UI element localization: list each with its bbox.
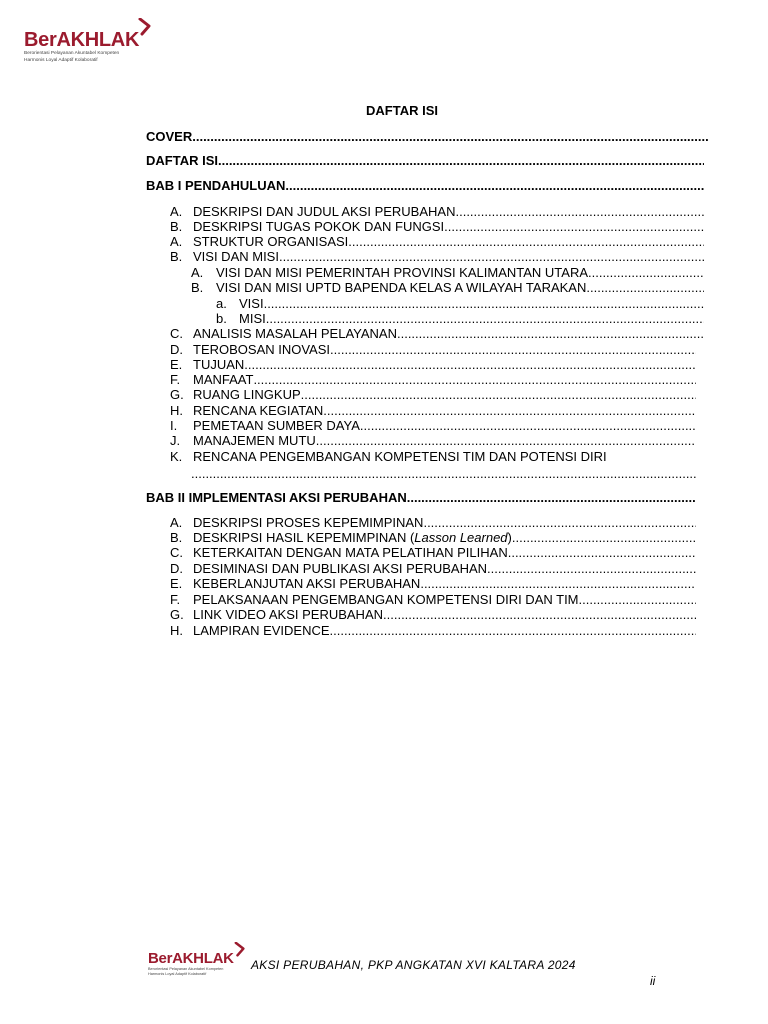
toc-entry-marker: A. bbox=[170, 515, 183, 530]
toc-entry bbox=[216, 296, 704, 312]
toc-entry-marker: B. bbox=[191, 280, 204, 295]
toc-entry-label-text: ANALISIS MASALAH PELAYANAN bbox=[193, 326, 397, 341]
toc-entry-label bbox=[193, 449, 607, 465]
toc-entry bbox=[216, 311, 704, 327]
toc-entry-marker: A. bbox=[170, 234, 183, 249]
toc-entry-marker: a. bbox=[216, 296, 227, 311]
toc-leader-dots bbox=[323, 403, 696, 419]
toc-entry-marker: I. bbox=[170, 418, 178, 433]
toc-leader-dots bbox=[279, 249, 704, 265]
logo-brand: BerAKHLAK bbox=[24, 29, 140, 51]
toc-entry-marker: H. bbox=[170, 623, 183, 638]
toc-entry bbox=[170, 623, 696, 639]
toc-entry bbox=[146, 178, 704, 194]
toc-entry-label bbox=[193, 219, 444, 235]
toc-entry-label bbox=[193, 607, 383, 623]
toc-entry-label-text: MANFAAT bbox=[193, 372, 254, 387]
toc-entry bbox=[170, 342, 696, 358]
toc-entry-label bbox=[193, 357, 244, 373]
footer-logo-tagline-line2: Harmonis Loyal Adaptif Kolaboratif bbox=[148, 972, 207, 977]
toc-entry bbox=[170, 576, 696, 592]
toc-leader-dots bbox=[420, 576, 696, 592]
page-title: DAFTAR ISI bbox=[366, 103, 438, 118]
toc-entry bbox=[170, 234, 704, 250]
toc-entry-label bbox=[193, 530, 512, 546]
toc-entry-label-text: BAB I PENDAHULUAN bbox=[146, 178, 286, 193]
toc-leader-dots bbox=[301, 387, 696, 403]
toc-leader-dots bbox=[330, 623, 696, 639]
toc-entry-label-text: DESKRIPSI TUGAS POKOK DAN FUNGSI bbox=[193, 219, 445, 234]
toc-entry-label-text: TUJUAN bbox=[193, 357, 245, 372]
toc-entry-label-text: DESIMINASI DAN PUBLIKASI AKSI PERUBAHAN bbox=[193, 561, 488, 576]
toc-leader-dots bbox=[285, 178, 704, 194]
toc-entry-label bbox=[146, 178, 285, 194]
toc-entry bbox=[170, 592, 696, 608]
toc-entry bbox=[170, 418, 696, 434]
toc-entry-marker: E. bbox=[170, 357, 183, 372]
toc-entry bbox=[170, 515, 696, 531]
toc-entry-label-text: BAB II IMPLEMENTASI AKSI PERUBAHAN bbox=[146, 490, 407, 505]
toc-leader-dots bbox=[444, 219, 704, 235]
toc-entry-label-text: DESKRIPSI DAN JUDUL AKSI PERUBAHAN bbox=[193, 204, 456, 219]
toc-entry bbox=[170, 387, 696, 403]
toc-entry bbox=[170, 219, 704, 235]
toc-entry-label-text: KEBERLANJUTAN AKSI PERUBAHAN bbox=[193, 576, 421, 591]
toc-leader-dots bbox=[253, 372, 696, 388]
toc-entry-label-text: VISI DAN MISI bbox=[193, 249, 279, 264]
toc-entry-label-after: ) bbox=[507, 530, 512, 545]
toc-leader-dots bbox=[218, 153, 704, 169]
toc-entry-label-text: RENCANA PENGEMBANGAN KOMPETENSI TIM DAN POTENSI DIRI bbox=[193, 449, 607, 464]
toc-entry-label bbox=[193, 403, 323, 419]
toc-entry bbox=[170, 561, 696, 577]
toc-entry-marker: B. bbox=[170, 249, 183, 264]
toc-entry bbox=[170, 607, 696, 623]
toc-entry-label-text: VISI DAN MISI UPTD BAPENDA KELAS A WILAYAH TARAKAN bbox=[216, 280, 587, 295]
toc-leader-dots bbox=[383, 607, 696, 623]
toc-entry-marker: F. bbox=[170, 592, 181, 607]
toc-entry bbox=[170, 530, 696, 546]
toc-leader-dots bbox=[330, 342, 696, 358]
toc-entry bbox=[170, 249, 704, 265]
toc-entry bbox=[146, 490, 696, 506]
toc-entry-label bbox=[193, 545, 508, 561]
toc-leader-dots bbox=[407, 490, 696, 506]
toc-entry bbox=[170, 403, 696, 419]
toc-entry-label bbox=[193, 418, 360, 434]
toc-entry bbox=[191, 466, 696, 482]
toc-entry-label-text: DESKRIPSI PROSES KEPEMIMPINAN bbox=[193, 515, 424, 530]
toc-entry-marker: D. bbox=[170, 342, 183, 357]
toc-entry bbox=[170, 357, 696, 373]
toc-entry-label bbox=[216, 280, 586, 296]
toc-entry-marker: D. bbox=[170, 561, 183, 576]
toc-entry-label-text: VISI DAN MISI PEMERINTAH PROVINSI KALIMANTAN UTARA bbox=[216, 265, 588, 280]
toc-entry-label bbox=[193, 372, 253, 388]
toc-entry-label bbox=[146, 490, 407, 506]
toc-entry bbox=[170, 204, 704, 220]
toc-leader-dots bbox=[264, 296, 704, 312]
toc-entry-label-text: MANAJEMEN MUTU bbox=[193, 433, 316, 448]
toc-leader-dots bbox=[191, 466, 696, 482]
toc-entry-label bbox=[239, 311, 266, 327]
toc-leader-dots bbox=[348, 234, 704, 250]
header-logo bbox=[24, 18, 139, 63]
toc-entry bbox=[191, 265, 704, 281]
page-number: ii bbox=[650, 974, 656, 988]
toc-entry-label-text: PELAKSANAAN PENGEMBANGAN KOMPETENSI DIRI DAN TIM bbox=[193, 592, 579, 607]
toc-entry-label bbox=[239, 296, 264, 312]
toc-entry-marker: C. bbox=[170, 545, 183, 560]
toc-entry-label-text: LAMPIRAN EVIDENCE bbox=[193, 623, 330, 638]
toc-entry-marker: G. bbox=[170, 607, 184, 622]
toc-entry bbox=[191, 280, 704, 296]
toc-entry-label bbox=[146, 129, 192, 145]
toc-entry-label-text: DESKRIPSI HASIL KEPEMIMPINAN ( bbox=[193, 530, 415, 545]
toc-entry-label bbox=[216, 265, 588, 281]
toc-entry-label bbox=[193, 576, 420, 592]
toc-entry-label bbox=[193, 561, 487, 577]
toc-leader-dots bbox=[512, 530, 696, 546]
toc-leader-dots bbox=[586, 280, 704, 296]
toc-leader-dots bbox=[397, 326, 704, 342]
toc-entry-label-text: LINK VIDEO AKSI PERUBAHAN bbox=[193, 607, 384, 622]
toc-entry-label bbox=[193, 342, 330, 358]
toc-entry-marker: B. bbox=[170, 219, 183, 234]
toc-entry bbox=[170, 326, 704, 342]
toc-entry-marker: J. bbox=[170, 433, 181, 448]
toc-entry-label-text: DAFTAR ISI bbox=[146, 153, 218, 168]
toc-entry-label bbox=[193, 387, 301, 403]
toc-entry-label bbox=[193, 249, 279, 265]
toc-entry-label bbox=[193, 234, 348, 250]
toc-entry-label-text: KETERKAITAN DENGAN MATA PELATIHAN PILIHAN bbox=[193, 545, 508, 560]
toc-entry-marker: E. bbox=[170, 576, 183, 591]
toc-leader-dots bbox=[244, 357, 696, 373]
toc-entry-marker: C. bbox=[170, 326, 183, 341]
toc-entry bbox=[170, 449, 696, 465]
toc-leader-dots bbox=[579, 592, 696, 608]
toc-entry-label bbox=[193, 623, 330, 639]
toc-entry bbox=[146, 153, 704, 169]
logo-tagline-line1: Berorientasi Pelayanan Akuntabel Kompeten bbox=[24, 51, 120, 56]
footer-logo bbox=[148, 942, 234, 977]
logo-tagline-line2: Harmonis Loyal Adaptif Kolaboratif bbox=[24, 57, 98, 63]
toc-leader-dots bbox=[588, 265, 704, 281]
toc-entry-marker: G. bbox=[170, 387, 184, 402]
toc-entry-label-text: RENCANA KEGIATAN bbox=[193, 403, 324, 418]
toc-entry-marker: A. bbox=[191, 265, 204, 280]
toc-entry-label-text: PEMETAAN SUMBER DAYA bbox=[193, 418, 360, 433]
toc-entry-label-text: RUANG LINGKUP bbox=[193, 387, 301, 402]
footer-logo-tagline-line1: Berorientasi Pelayanan Akuntabel Kompeten bbox=[148, 967, 224, 971]
toc-entry-marker: H. bbox=[170, 403, 183, 418]
toc-entry-label bbox=[193, 326, 397, 342]
toc-entry-label bbox=[193, 592, 579, 608]
toc-entry-marker: B. bbox=[170, 530, 183, 545]
toc-leader-dots bbox=[192, 129, 708, 145]
toc-entry-marker: F. bbox=[170, 372, 181, 387]
toc-entry-label-text: COVER bbox=[146, 129, 193, 144]
footer-text: AKSI PERUBAHAN, PKP ANGKATAN XVI KALTARA 2024 bbox=[251, 958, 576, 972]
toc-leader-dots bbox=[360, 418, 696, 434]
toc-entry-label bbox=[193, 515, 423, 531]
toc-entry-label-text: STRUKTUR ORGANISASI bbox=[193, 234, 349, 249]
footer-logo-brand: BerAKHLAK bbox=[148, 950, 234, 967]
toc-entry-marker: K. bbox=[170, 449, 183, 464]
chevron-right-icon bbox=[137, 18, 153, 36]
toc-entry-label bbox=[146, 153, 218, 169]
toc-leader-dots bbox=[487, 561, 696, 577]
toc-entry bbox=[170, 433, 696, 449]
toc-entry-marker: b. bbox=[216, 311, 227, 326]
toc-entry-label bbox=[193, 204, 455, 220]
toc-leader-dots bbox=[266, 311, 704, 327]
toc-leader-dots bbox=[455, 204, 704, 220]
toc-entry-label-text: VISI bbox=[239, 296, 264, 311]
toc-entry-label-italic: Lasson Learned bbox=[414, 530, 508, 545]
toc-entry bbox=[146, 129, 708, 145]
toc-entry-marker: A. bbox=[170, 204, 183, 219]
toc-entry-label-text: MISI bbox=[239, 311, 266, 326]
toc-leader-dots bbox=[316, 433, 696, 449]
toc-leader-dots bbox=[508, 545, 696, 561]
toc-entry bbox=[170, 545, 696, 561]
toc-entry bbox=[170, 372, 696, 388]
toc-entry-label-text: TEROBOSAN INOVASI bbox=[193, 342, 331, 357]
toc-entry-label bbox=[193, 433, 316, 449]
chevron-right-icon bbox=[233, 942, 247, 957]
toc-leader-dots bbox=[423, 515, 696, 531]
